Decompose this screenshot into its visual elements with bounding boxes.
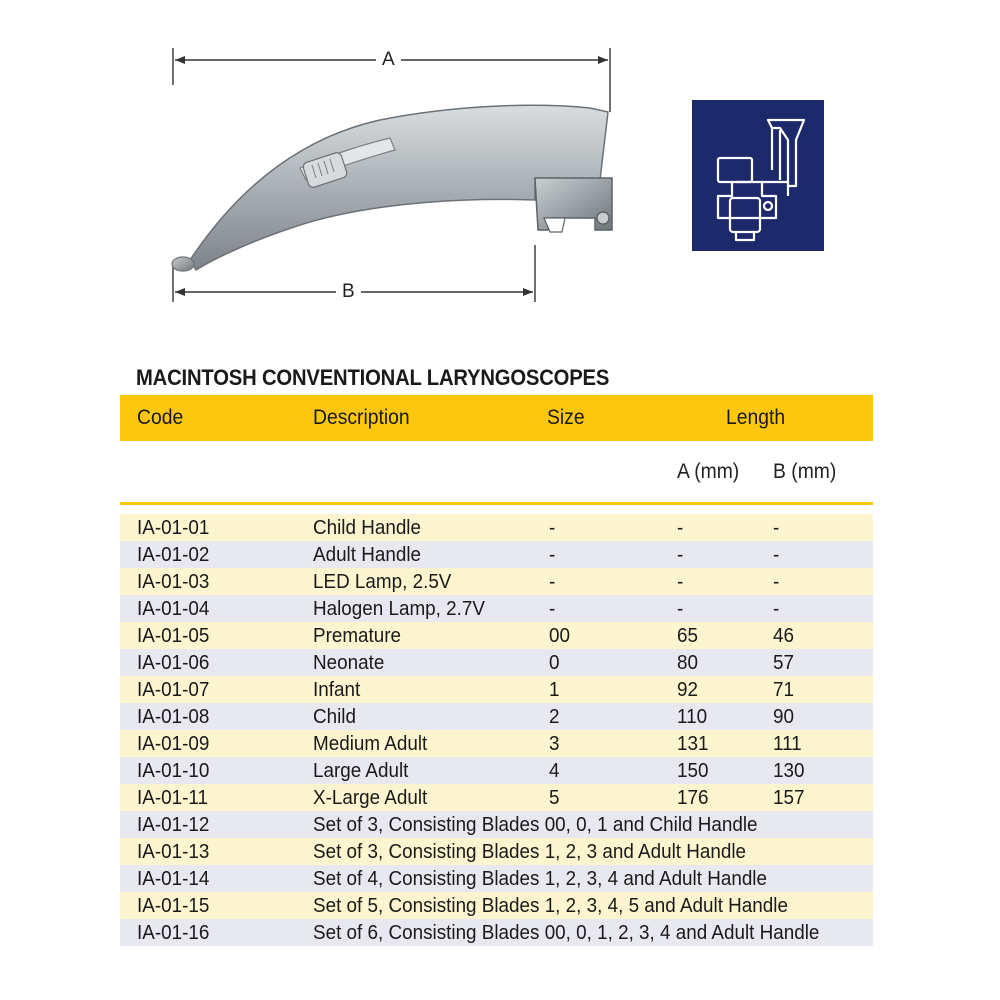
cell-code: IA-01-12	[137, 813, 210, 836]
cell-description: Child	[313, 705, 356, 728]
table-row	[120, 811, 873, 838]
cell-code: IA-01-11	[137, 786, 208, 809]
cell-code: IA-01-01	[137, 516, 210, 539]
cell-length-a: 110	[677, 705, 708, 728]
table-row	[120, 649, 873, 676]
table-row	[120, 784, 873, 811]
cell-length-a: 131	[677, 732, 709, 755]
cell-length-a: 92	[677, 678, 698, 701]
cell-length-b: 157	[773, 786, 805, 809]
cell-size: -	[549, 570, 556, 593]
header-code: Code	[137, 406, 184, 429]
cell-size: 00	[549, 624, 570, 647]
cell-code: IA-01-16	[137, 921, 210, 944]
cell-length-b: -	[773, 570, 780, 593]
cell-length-b: 57	[773, 651, 794, 674]
cell-length-a: 65	[677, 624, 698, 647]
cell-description: Set of 4, Consisting Blades 1, 2, 3, 4 and Adult Handle	[313, 867, 767, 890]
cell-description: Child Handle	[313, 516, 421, 539]
table-row	[120, 919, 873, 946]
cell-code: IA-01-07	[137, 678, 210, 701]
cell-length-b: 130	[773, 759, 805, 782]
cell-code: IA-01-04	[137, 597, 210, 620]
cell-code: IA-01-09	[137, 732, 210, 755]
cell-description: Halogen Lamp, 2.7V	[313, 597, 485, 620]
cell-code: IA-01-05	[137, 624, 210, 647]
table-row	[120, 676, 873, 703]
cell-description: Adult Handle	[313, 543, 421, 566]
cell-code: IA-01-06	[137, 651, 210, 674]
cell-length-a: 80	[677, 651, 698, 674]
cell-description: Set of 6, Consisting Blades 00, 0, 1, 2, 3, 4 and Adult Handle	[313, 921, 820, 944]
cell-length-b: 71	[773, 678, 794, 701]
table-row	[120, 865, 873, 892]
table-row	[120, 541, 873, 568]
product-table	[120, 514, 873, 946]
table-row	[120, 892, 873, 919]
table-row	[120, 622, 873, 649]
cell-size: 5	[549, 786, 560, 809]
header-description: Description	[313, 406, 410, 429]
dimension-b-label: B	[336, 282, 361, 302]
cell-code: IA-01-02	[137, 543, 210, 566]
dimension-a-label: A	[376, 50, 401, 70]
cell-size: 1	[549, 678, 560, 701]
table-row	[120, 514, 873, 541]
cell-description: Set of 3, Consisting Blades 1, 2, 3 and Adult Handle	[313, 840, 747, 863]
cell-size: 2	[549, 705, 560, 728]
cell-code: IA-01-08	[137, 705, 210, 728]
cell-code: IA-01-14	[137, 867, 210, 890]
cell-description: X-Large Adult	[313, 786, 428, 809]
subheader-a-mm: A (mm)	[677, 460, 740, 483]
cell-description: Set of 5, Consisting Blades 1, 2, 3, 4, 5 and Adult Handle	[313, 894, 788, 917]
cell-code: IA-01-15	[137, 894, 210, 917]
subheader-b-mm: B (mm)	[773, 460, 837, 483]
cell-size: -	[549, 597, 556, 620]
cell-length-b: -	[773, 543, 780, 566]
cell-length-b: 90	[773, 705, 794, 728]
cell-length-a: 150	[677, 759, 709, 782]
table-row	[120, 757, 873, 784]
table-row	[120, 730, 873, 757]
cell-code: IA-01-13	[137, 840, 210, 863]
cell-code: IA-01-10	[137, 759, 210, 782]
cell-length-b: 111	[773, 732, 802, 755]
cell-description: LED Lamp, 2.5V	[313, 570, 452, 593]
cell-description: Premature	[313, 624, 402, 647]
header-length: Length	[726, 406, 786, 429]
header-size: Size	[547, 406, 585, 429]
cell-length-b: -	[773, 516, 780, 539]
header-rule	[120, 502, 873, 505]
table-row	[120, 595, 873, 622]
laryngoscope-blade-illustration	[150, 40, 630, 310]
cell-size: -	[549, 516, 556, 539]
cell-size: -	[549, 543, 556, 566]
cell-description: Infant	[313, 678, 361, 701]
cell-length-a: -	[677, 597, 684, 620]
cell-length-b: -	[773, 597, 780, 620]
blade-fitting-icon	[692, 100, 824, 251]
table-row	[120, 568, 873, 595]
table-row	[120, 838, 873, 865]
cell-code: IA-01-03	[137, 570, 210, 593]
table-title: MACINTOSH CONVENTIONAL LARYNGOSCOPES	[136, 365, 610, 390]
cell-description: Large Adult	[313, 759, 409, 782]
cell-length-a: -	[677, 543, 684, 566]
cell-length-a: -	[677, 570, 684, 593]
cell-description: Medium Adult	[313, 732, 428, 755]
cell-size: 4	[549, 759, 560, 782]
cell-size: 3	[549, 732, 560, 755]
table-row	[120, 703, 873, 730]
cell-description: Neonate	[313, 651, 385, 674]
cell-description: Set of 3, Consisting Blades 00, 0, 1 and Child Handle	[313, 813, 758, 836]
cell-size: 0	[549, 651, 560, 674]
cell-length-a: 176	[677, 786, 709, 809]
cell-length-a: -	[677, 516, 684, 539]
cell-length-b: 46	[773, 624, 794, 647]
product-figure	[150, 40, 630, 310]
